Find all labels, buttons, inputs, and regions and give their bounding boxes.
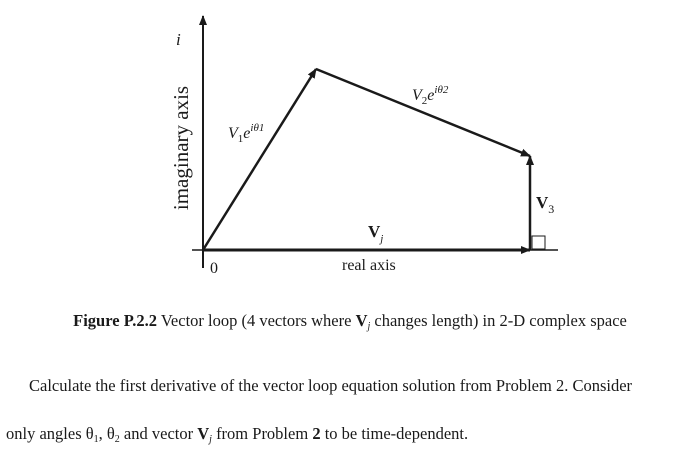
v2-sub: 2 xyxy=(421,95,428,107)
real-axis-title: real axis xyxy=(342,257,396,274)
vector-v1 xyxy=(203,69,316,250)
v3-main: V xyxy=(536,193,549,212)
figure-caption xyxy=(0,311,700,331)
line2-bold-2: 2 xyxy=(312,424,321,443)
line2-sub-j: j xyxy=(209,434,212,445)
line2-e: to be time-dependent. xyxy=(320,424,469,443)
v1-label xyxy=(228,122,264,145)
figure-id: Figure P.2.2 xyxy=(73,311,158,330)
origin-label: 0 xyxy=(210,260,218,277)
line2-d: from Problem xyxy=(211,424,313,443)
caption-text-after: changes length) in 2-D complex space xyxy=(370,311,627,330)
vj-sub: j xyxy=(380,233,384,245)
v2-label xyxy=(412,84,449,107)
caption-text-before: Vector loop (4 vectors where xyxy=(157,311,356,330)
line2-a: only angles θ xyxy=(6,424,94,443)
v3-sub: 3 xyxy=(548,202,555,216)
line2-b: , θ xyxy=(98,424,115,443)
imaginary-axis-symbol: i xyxy=(176,30,181,49)
imaginary-axis-title: imaginary axis xyxy=(169,85,193,211)
vector-v2 xyxy=(316,69,530,156)
v2-exp-sup: iθ2 xyxy=(434,84,449,96)
v2-exp: e xyxy=(427,87,435,104)
v1-exp-sup: iθ1 xyxy=(250,122,265,134)
theta1-sub: 1 xyxy=(93,434,99,445)
v3-label xyxy=(536,193,554,216)
v2-main: V xyxy=(412,87,422,104)
caption-sub-j: j xyxy=(367,321,371,332)
problem-text-line-2 xyxy=(6,424,468,444)
v1-main: V xyxy=(228,125,238,142)
right-angle-marker xyxy=(532,236,545,249)
theta2-sub: 2 xyxy=(114,434,120,445)
v1-exp: e xyxy=(243,125,251,142)
vj-main: V xyxy=(368,222,381,241)
caption-bold-v: V xyxy=(355,311,368,330)
line2-c: and vector xyxy=(119,424,198,443)
vj-label xyxy=(368,222,383,245)
problem-text-line-1: Calculate the first derivative of the vector loop equation solution from Problem 2. Consider xyxy=(29,376,633,395)
v1-sub: 1 xyxy=(237,133,244,145)
line2-bold-v: V xyxy=(197,424,210,443)
